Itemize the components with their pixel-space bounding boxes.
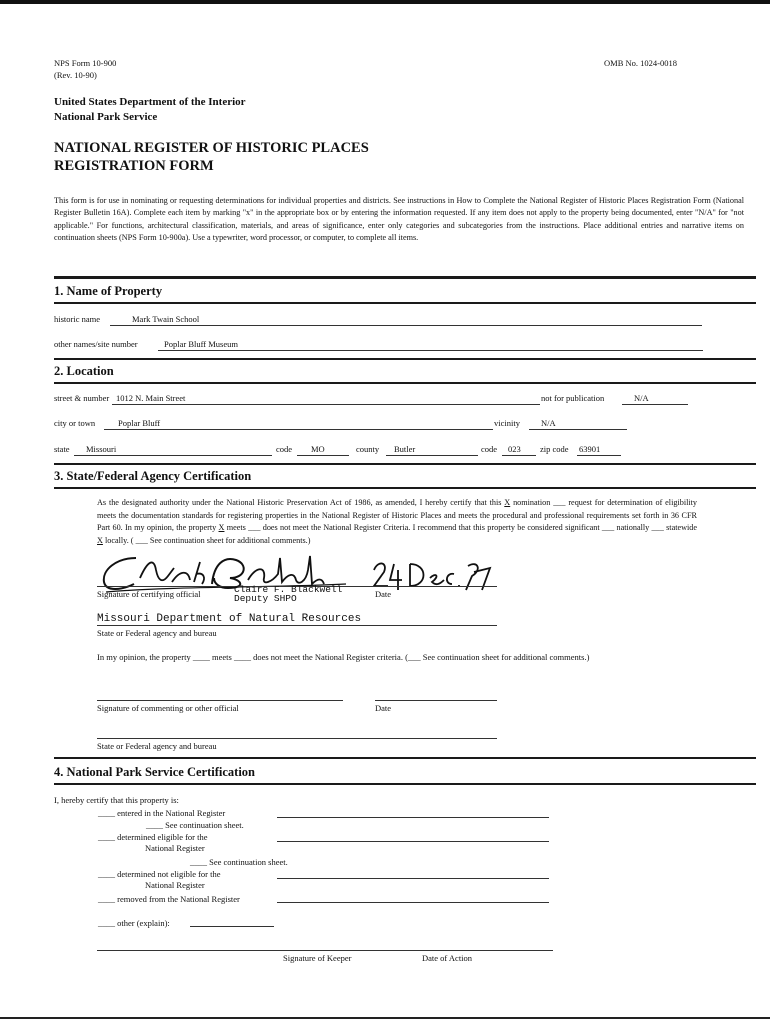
section-4-heading: 4. National Park Service Certification xyxy=(54,765,255,779)
other-names-label: other names/site number xyxy=(54,339,138,349)
determined-not-eligible-line2: National Register xyxy=(145,880,205,890)
official-name: Claire F. Blackwell xyxy=(234,584,343,595)
historic-name-label: historic name xyxy=(54,314,101,324)
other-names-line xyxy=(158,350,703,351)
omb-number: OMB No. 1024-0018 xyxy=(604,58,677,68)
section-1-heading: 1. Name of Property xyxy=(54,284,163,298)
date-value-holder xyxy=(600,560,601,561)
vicinity-line xyxy=(529,429,627,430)
date-label: Date xyxy=(375,589,392,599)
street-line xyxy=(112,404,540,405)
state-line xyxy=(74,455,272,456)
agency2-line xyxy=(97,738,497,739)
state-code-label: code xyxy=(276,444,293,454)
county-value[interactable]: Butler xyxy=(394,444,416,454)
nomination-mark[interactable]: X xyxy=(504,498,511,507)
city-value[interactable]: Poplar Bluff xyxy=(118,418,161,428)
city-label: city or town xyxy=(54,418,96,428)
county-label: county xyxy=(356,444,380,454)
agency-line-1: United States Department of the Interior xyxy=(54,96,246,108)
vicinity-label: vicinity xyxy=(494,418,520,428)
keeper-signature-line xyxy=(97,950,553,951)
eligible-line xyxy=(277,841,549,842)
county-line xyxy=(386,455,478,456)
section-divider xyxy=(54,358,756,360)
not-for-publication-value[interactable]: N/A xyxy=(634,393,649,403)
nps-certify-statement: I, hereby certify that this property is: xyxy=(54,795,179,805)
entered-option[interactable]: ____ entered in the National Register xyxy=(98,808,226,818)
not-for-publication-label: not for publication xyxy=(541,393,605,403)
state-code-line xyxy=(297,455,349,456)
street-label: street & number xyxy=(54,393,110,403)
comment-signature-label: Signature of commenting or other official xyxy=(97,703,239,713)
street-value[interactable]: 1012 N. Main Street xyxy=(116,393,186,403)
form-title-line-2: REGISTRATION FORM xyxy=(54,158,214,174)
section-divider xyxy=(54,302,756,304)
instructions-paragraph: This form is for use in nominating or requesting determinations for individual properties and districts. See instructions in How to Complete the National Register of Historic Places Registration Form (National Register Bulletin 16A). Complete each item by marking "x" in the appropriate box or by entering the information requested. If any item does not apply to the property being documented, enter "N/A" for "not applicable." For functions, architectural classification, materials, and areas of significance, enter only categories and subcategories from the instructions. Place additional entries and narrative items on continuation sheets (NPS Form 10-900a). Use a typewriter, word processor, or computer, to complete all items. xyxy=(54,196,744,243)
form-title-line-1: NATIONAL REGISTER OF HISTORIC PLACES xyxy=(54,140,369,156)
entered-line xyxy=(277,817,549,818)
other-names-value[interactable]: Poplar Bluff Museum xyxy=(164,339,238,349)
keeper-signature-label: Signature of Keeper xyxy=(283,953,352,963)
see-continuation-2[interactable]: ____ See continuation sheet. xyxy=(190,857,288,867)
section-divider xyxy=(54,487,756,489)
nfp-line xyxy=(622,404,688,405)
form-number: NPS Form 10-900 xyxy=(54,58,117,68)
section-2-heading: 2. Location xyxy=(54,364,114,378)
removed-line xyxy=(277,902,549,903)
agency-line-2: National Park Service xyxy=(54,111,158,123)
other-option[interactable]: ____ other (explain): xyxy=(98,918,170,928)
removed-option[interactable]: ____ removed from the National Register xyxy=(98,894,240,904)
county-code-line xyxy=(502,455,536,456)
section-divider xyxy=(54,463,756,465)
vicinity-value[interactable]: N/A xyxy=(541,418,556,428)
locally-mark[interactable]: X xyxy=(97,535,103,545)
section-3-heading: 3. State/Federal Agency Certification xyxy=(54,469,252,483)
determined-not-eligible-option[interactable]: ____ determined not eligible for the xyxy=(98,869,221,879)
agency-label: State or Federal agency and bureau xyxy=(97,628,217,638)
section-divider xyxy=(54,276,756,279)
city-line xyxy=(104,429,493,430)
signature-label: Signature of certifying official xyxy=(97,589,201,599)
bottom-border xyxy=(0,1017,770,1019)
county-code-value[interactable]: 023 xyxy=(508,444,521,454)
comment-date-label: Date xyxy=(375,703,392,713)
meets-mark[interactable]: X xyxy=(218,523,225,533)
determined-eligible-option[interactable]: ____ determined eligible for the xyxy=(98,832,208,842)
determined-eligible-line2: National Register xyxy=(145,843,205,853)
comment-signature-line xyxy=(97,700,343,701)
date-of-action-label: Date of Action xyxy=(422,953,473,963)
other-explain-line xyxy=(190,926,274,927)
zip-label: zip code xyxy=(540,444,569,454)
comment-date-line xyxy=(375,700,497,701)
official-title: Deputy SHPO xyxy=(234,593,297,604)
top-border xyxy=(0,0,770,4)
form-revision: (Rev. 10-90) xyxy=(54,70,97,80)
state-code-value[interactable]: MO xyxy=(311,444,325,454)
agency-line xyxy=(97,625,497,626)
see-continuation-1[interactable]: ____ See continuation sheet. xyxy=(146,820,244,830)
historic-name-value[interactable]: Mark Twain School xyxy=(132,314,200,324)
zip-value[interactable]: 63901 xyxy=(579,444,601,454)
state-value[interactable]: Missouri xyxy=(86,444,117,454)
agency2-label: State or Federal agency and bureau xyxy=(97,741,217,751)
state-label: state xyxy=(54,444,70,454)
county-code-label: code xyxy=(481,444,498,454)
section-divider xyxy=(54,757,756,759)
not-eligible-line xyxy=(277,878,549,879)
certification-statement: As the designated authority under the National Historic Preservation Act of 1986, as amended, I hereby certify that this X nomination ___ request for determination of eligibility meets the documentation standards for registering properties in the National Register of Historic Places and meets the procedural and professional requirements set forth in 36 CFR Part 60. In my opinion, the property X meets ___ does not meet the National Register Criteria. I recommend that this property be considered significant ___ nationally ___ statewide X locally. ( ___ See continuation sheet for additional comments.) xyxy=(97,498,698,545)
zip-line xyxy=(577,455,621,456)
section-divider xyxy=(54,783,756,785)
section-divider xyxy=(54,382,756,384)
historic-name-line xyxy=(110,325,702,326)
opinion-statement: In my opinion, the property ____ meets ____ does not meet the National Register criteria. (___ See continuation sheet for additional comments.) xyxy=(97,652,590,662)
agency-value[interactable]: Missouri Department of Natural Resources xyxy=(97,613,362,625)
